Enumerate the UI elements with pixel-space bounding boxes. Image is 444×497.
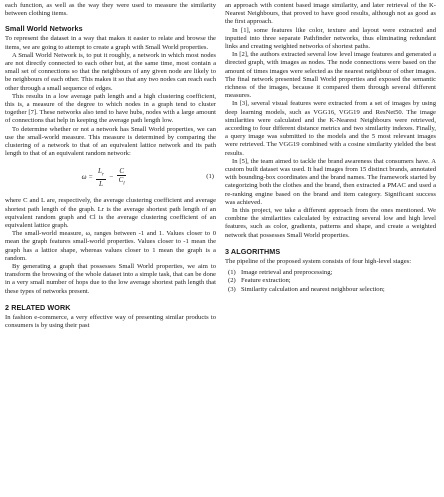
pipeline-stages-list	[225, 269, 436, 294]
paragraph: where C and L are, respectively, the average clustering coefficient and average shortest path length of the graph. Lr is the average shortest path length of an equivalent random graph and Cl is the average clustering coefficient of an equivalent lattice graph.	[5, 197, 216, 230]
equation-number: (1)	[206, 173, 214, 181]
list-item: (1) Image retrieval and preprocessing;	[228, 269, 333, 277]
paragraph: In fashion e-commerce, a very effective way of presenting similar products to consumers is by using their past	[5, 313, 216, 330]
paragraph: The pipeline of the proposed system consists of four high-level stages:	[225, 257, 412, 265]
left-column	[5, 2, 216, 497]
paragraph: In [1], some features like color, texture and layout were extracted and inputted into three separate Pathfinder networks, thus eliminating redundant links and creating weighted networks of shortest paths.	[225, 26, 436, 51]
paragraph: In this project, we take a different approach from the ones mentioned. We combine the similarities calculated by extracting several low and high level features, such as color, gradients, patterns and shape, and create a weighted network that possesses Small World properties.	[225, 207, 436, 239]
paragraph: In [2], the authors extracted several low level image features and generated a directed graph, with images as nodes. The node connections were based on the amount of times images were selected as the nearest neighbour of other images. The final network presented Small World properties and exposed the semantic richness of the images, because it compared them through several different measures.	[225, 51, 436, 100]
list-item: (2) Feature extraction;	[228, 277, 291, 285]
equation-small-world-measure	[5, 166, 216, 188]
intro-paragraph: each function, as well as the way they were used to measure the similarity between clothing items.	[5, 2, 216, 18]
paragraph: To represent the dataset in a way that makes it easier to relate and browse the items, we are going to attempt to create a graph with Small World properties.	[5, 35, 216, 51]
paragraph: In [3], several visual features were extracted from a set of images by using deep learning models, such as VGG16, VGG19 and ResNet50. The image similarities were calculated and the K-Nearest Neighbours were retrieved, according to four different distance metrics and two similarity indexes. Finally, a query image was submitted to the models and the 5 most relevant images were retrieved. The VGG19 combined with a cosine similarity yielded the best results.	[225, 100, 436, 157]
paragraph: In [5], the team aimed to tackle the brand awareness that consumers have. A custom built dataset was used. It had images from 15 distinct brands, annotated with bounding-box coordinates and the brand names. The framework started by categorizing both the clothes and the brand, then extracted a PMAC and used a re-ranking engine based on the brand and item category. Significant success was achieved.	[225, 157, 436, 206]
section-heading-related-work: 2 RELATED WORK	[5, 302, 71, 312]
right-column	[225, 2, 436, 497]
list-item: (3) Similarity calculation and nearest neighbour selection;	[228, 285, 385, 293]
section-heading-small-world: Small World Networks	[5, 24, 83, 34]
page-bottom-fade	[0, 488, 444, 497]
equation-lhs: ω =	[81, 173, 94, 182]
section-heading-algorithms: 3 ALGORITHMS	[225, 246, 281, 256]
paragraph: The small-world measure, ω, ranges between -1 and 1. Values closer to 0 mean the graph features small-world properties. Values closer to -1 mean the graph has a lattice shape, whereas values closer to 1 mean the graph is a random.	[5, 230, 216, 262]
equation-minus: −	[108, 173, 114, 182]
paragraph: A Small World Network is, to put it roughly, a network in which most nodes are not directly connected to each other but, at the same time, most contain a small set of connections so that the neighbours of any given node are likely to be neighbours of each other. This makes it so that any two nodes can reach each other through a small sequence of edges.	[5, 51, 216, 92]
paragraph: To determine whether or not a network has Small World properties, we can use the small-world measure. This measure is determined by comparing the clustering of a network to that of an equivalent lattice network and its path length to that of an equivalent random network:	[5, 125, 216, 158]
paragraph: By generating a graph that possesses Small World properties, we aim to transform the browsing of the whole dataset into a simple task, that can be done in a very small number of hops due to the low average shortest path length that these types of networks present.	[5, 263, 216, 295]
fraction-clustering: $\frac{C}{C_l}$	[118, 166, 125, 187]
paragraph: an approach with content based image similarity, and later retrieval of the K-Nearest Neighbours, that proved to have good results, although not as good as the first approach.	[225, 2, 436, 26]
paragraph: This results in a low average path length and a high clustering coefficient, this is, a measure of the degree to which nodes in a graph tend to cluster together [7]. These networks also tend to have hubs, nodes with a large amount of connections that help in keeping the average path length low.	[5, 92, 216, 125]
fraction-path-length: $\frac{L_r}{L}$	[98, 166, 104, 189]
